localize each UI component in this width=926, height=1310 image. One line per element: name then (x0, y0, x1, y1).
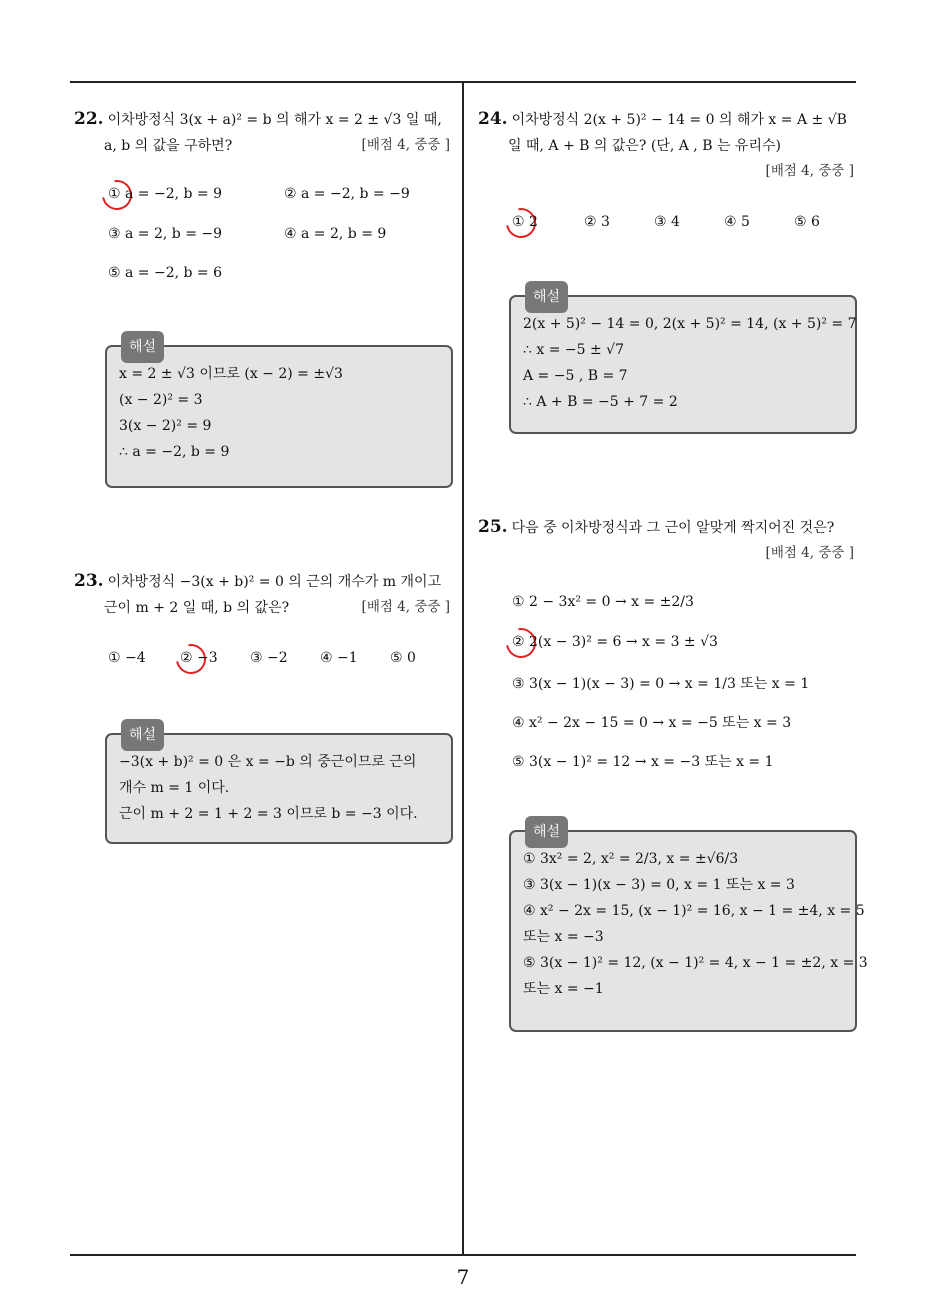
score-meta: [배점 4, 중중 ] (361, 137, 450, 153)
solution-tag: 해설 (121, 719, 164, 751)
question-24-options (512, 214, 852, 238)
solution-box-23 (105, 727, 453, 844)
solution-box-25 (509, 824, 868, 1032)
question-23-options (108, 650, 448, 674)
solution-box-24 (509, 289, 857, 434)
option-1[interactable]: ① 2 (512, 214, 538, 230)
question-23 (74, 568, 450, 621)
option-4[interactable]: ④ −1 (320, 650, 358, 666)
option-4[interactable]: ④ a = 2, b = 9 (284, 226, 387, 242)
option-2[interactable]: ② a = −2, b = −9 (284, 186, 410, 202)
question-24-line1 (478, 106, 854, 133)
option-2[interactable]: ② 2(x − 3)² = 6 → x = 3 ± √3 (512, 634, 718, 650)
option-1[interactable]: ① a = −2, b = 9 (108, 186, 223, 202)
question-24-line2: 일 때, A + B 의 값은? (단, A , B 는 유리수) (508, 138, 781, 154)
question-23-line1 (74, 568, 450, 595)
question-23-line2: 근이 m + 2 일 때, b 의 값은? (104, 600, 290, 616)
question-24 (478, 106, 854, 179)
question-number: 25. (478, 517, 508, 537)
solution-line: A = −5 , B = 7 (523, 368, 628, 384)
solution-tag: 해설 (121, 331, 164, 363)
solution-line: 또는 x = −1 (523, 981, 604, 997)
option-3[interactable]: ③ 4 (654, 214, 680, 230)
option-1[interactable]: ① −4 (108, 650, 146, 666)
question-22 (74, 106, 450, 159)
option-2[interactable]: ② 3 (584, 214, 610, 230)
question-text: 이차방정식 3(x + a)² = b 의 해가 x = 2 ± √3 일 때, (107, 112, 442, 128)
option-4[interactable]: ④ 5 (724, 214, 750, 230)
option-5[interactable]: ⑤ 6 (794, 214, 820, 230)
option-5[interactable]: ⑤ 0 (390, 650, 416, 666)
solution-line: 2(x + 5)² − 14 = 0, 2(x + 5)² = 14, (x + 5)² = 7 (523, 316, 857, 332)
bottom-rule (70, 1254, 856, 1256)
solution-line: x = 2 ± √3 이므로 (x − 2) = ±√3 (119, 366, 343, 382)
solution-line: 개수 m = 1 이다. (119, 780, 230, 796)
question-text: 다음 중 이차방정식과 그 근이 알맞게 짝지어진 것은? (511, 520, 835, 536)
question-text: 이차방정식 2(x + 5)² − 14 = 0 의 해가 x = A ± √B (511, 112, 847, 128)
solution-line: 또는 x = −3 (523, 929, 604, 945)
solution-line: 3(x − 2)² = 9 (119, 418, 212, 434)
option-3[interactable]: ③ −2 (250, 650, 288, 666)
score-meta: [배점 4, 중중 ] (765, 545, 854, 561)
solution-line: ⑤ 3(x − 1)² = 12, (x − 1)² = 4, x − 1 = ±2, x = 3 (523, 955, 868, 971)
solution-tag: 해설 (525, 281, 568, 313)
solution-line: ∴ A + B = −5 + 7 = 2 (523, 394, 678, 410)
question-number: 23. (74, 571, 104, 591)
question-number: 22. (74, 109, 104, 129)
option-1[interactable]: ① 2 − 3x² = 0 → x = ±2/3 (512, 594, 694, 610)
page-number: 7 (456, 1265, 470, 1289)
option-5[interactable]: ⑤ a = −2, b = 6 (108, 265, 223, 281)
solution-tag: 해설 (525, 816, 568, 848)
question-number: 24. (478, 109, 508, 129)
column-divider (462, 83, 464, 1256)
question-25 (478, 514, 854, 561)
solution-line: ∴ a = −2, b = 9 (119, 444, 230, 460)
option-5[interactable]: ⑤ 3(x − 1)² = 12 → x = −3 또는 x = 1 (512, 754, 774, 770)
score-meta: [배점 4, 중중 ] (765, 163, 854, 179)
solution-line: (x − 2)² = 3 (119, 392, 203, 408)
score-meta: [배점 4, 중중 ] (361, 599, 450, 615)
question-text: 이차방정식 −3(x + b)² = 0 의 근의 개수가 m 개이고 (107, 574, 442, 590)
solution-line: ∴ x = −5 ± √7 (523, 342, 624, 358)
option-2[interactable]: ② −3 (180, 650, 218, 666)
question-25-line1 (478, 514, 854, 541)
solution-box-22 (105, 339, 453, 488)
question-22-line2: a, b 의 값을 구하면? (104, 138, 233, 154)
option-4[interactable]: ④ x² − 2x − 15 = 0 → x = −5 또는 x = 3 (512, 715, 792, 731)
question-25-options (512, 594, 852, 774)
solution-line: ① 3x² = 2, x² = 2/3, x = ±√6/3 (523, 851, 739, 867)
option-3[interactable]: ③ 3(x − 1)(x − 3) = 0 → x = 1/3 또는 x = 1 (512, 676, 810, 692)
solution-line: ④ x² − 2x = 15, (x − 1)² = 16, x − 1 = ±4, x = 5 (523, 903, 865, 919)
question-22-line1 (74, 106, 450, 133)
solution-line: −3(x + b)² = 0 은 x = −b 의 중근이므로 근의 (119, 754, 417, 770)
solution-line: 근이 m + 2 = 1 + 2 = 3 이므로 b = −3 이다. (119, 806, 418, 822)
question-22-options (108, 186, 448, 286)
option-3[interactable]: ③ a = 2, b = −9 (108, 226, 223, 242)
solution-line: ③ 3(x − 1)(x − 3) = 0, x = 1 또는 x = 3 (523, 877, 795, 893)
